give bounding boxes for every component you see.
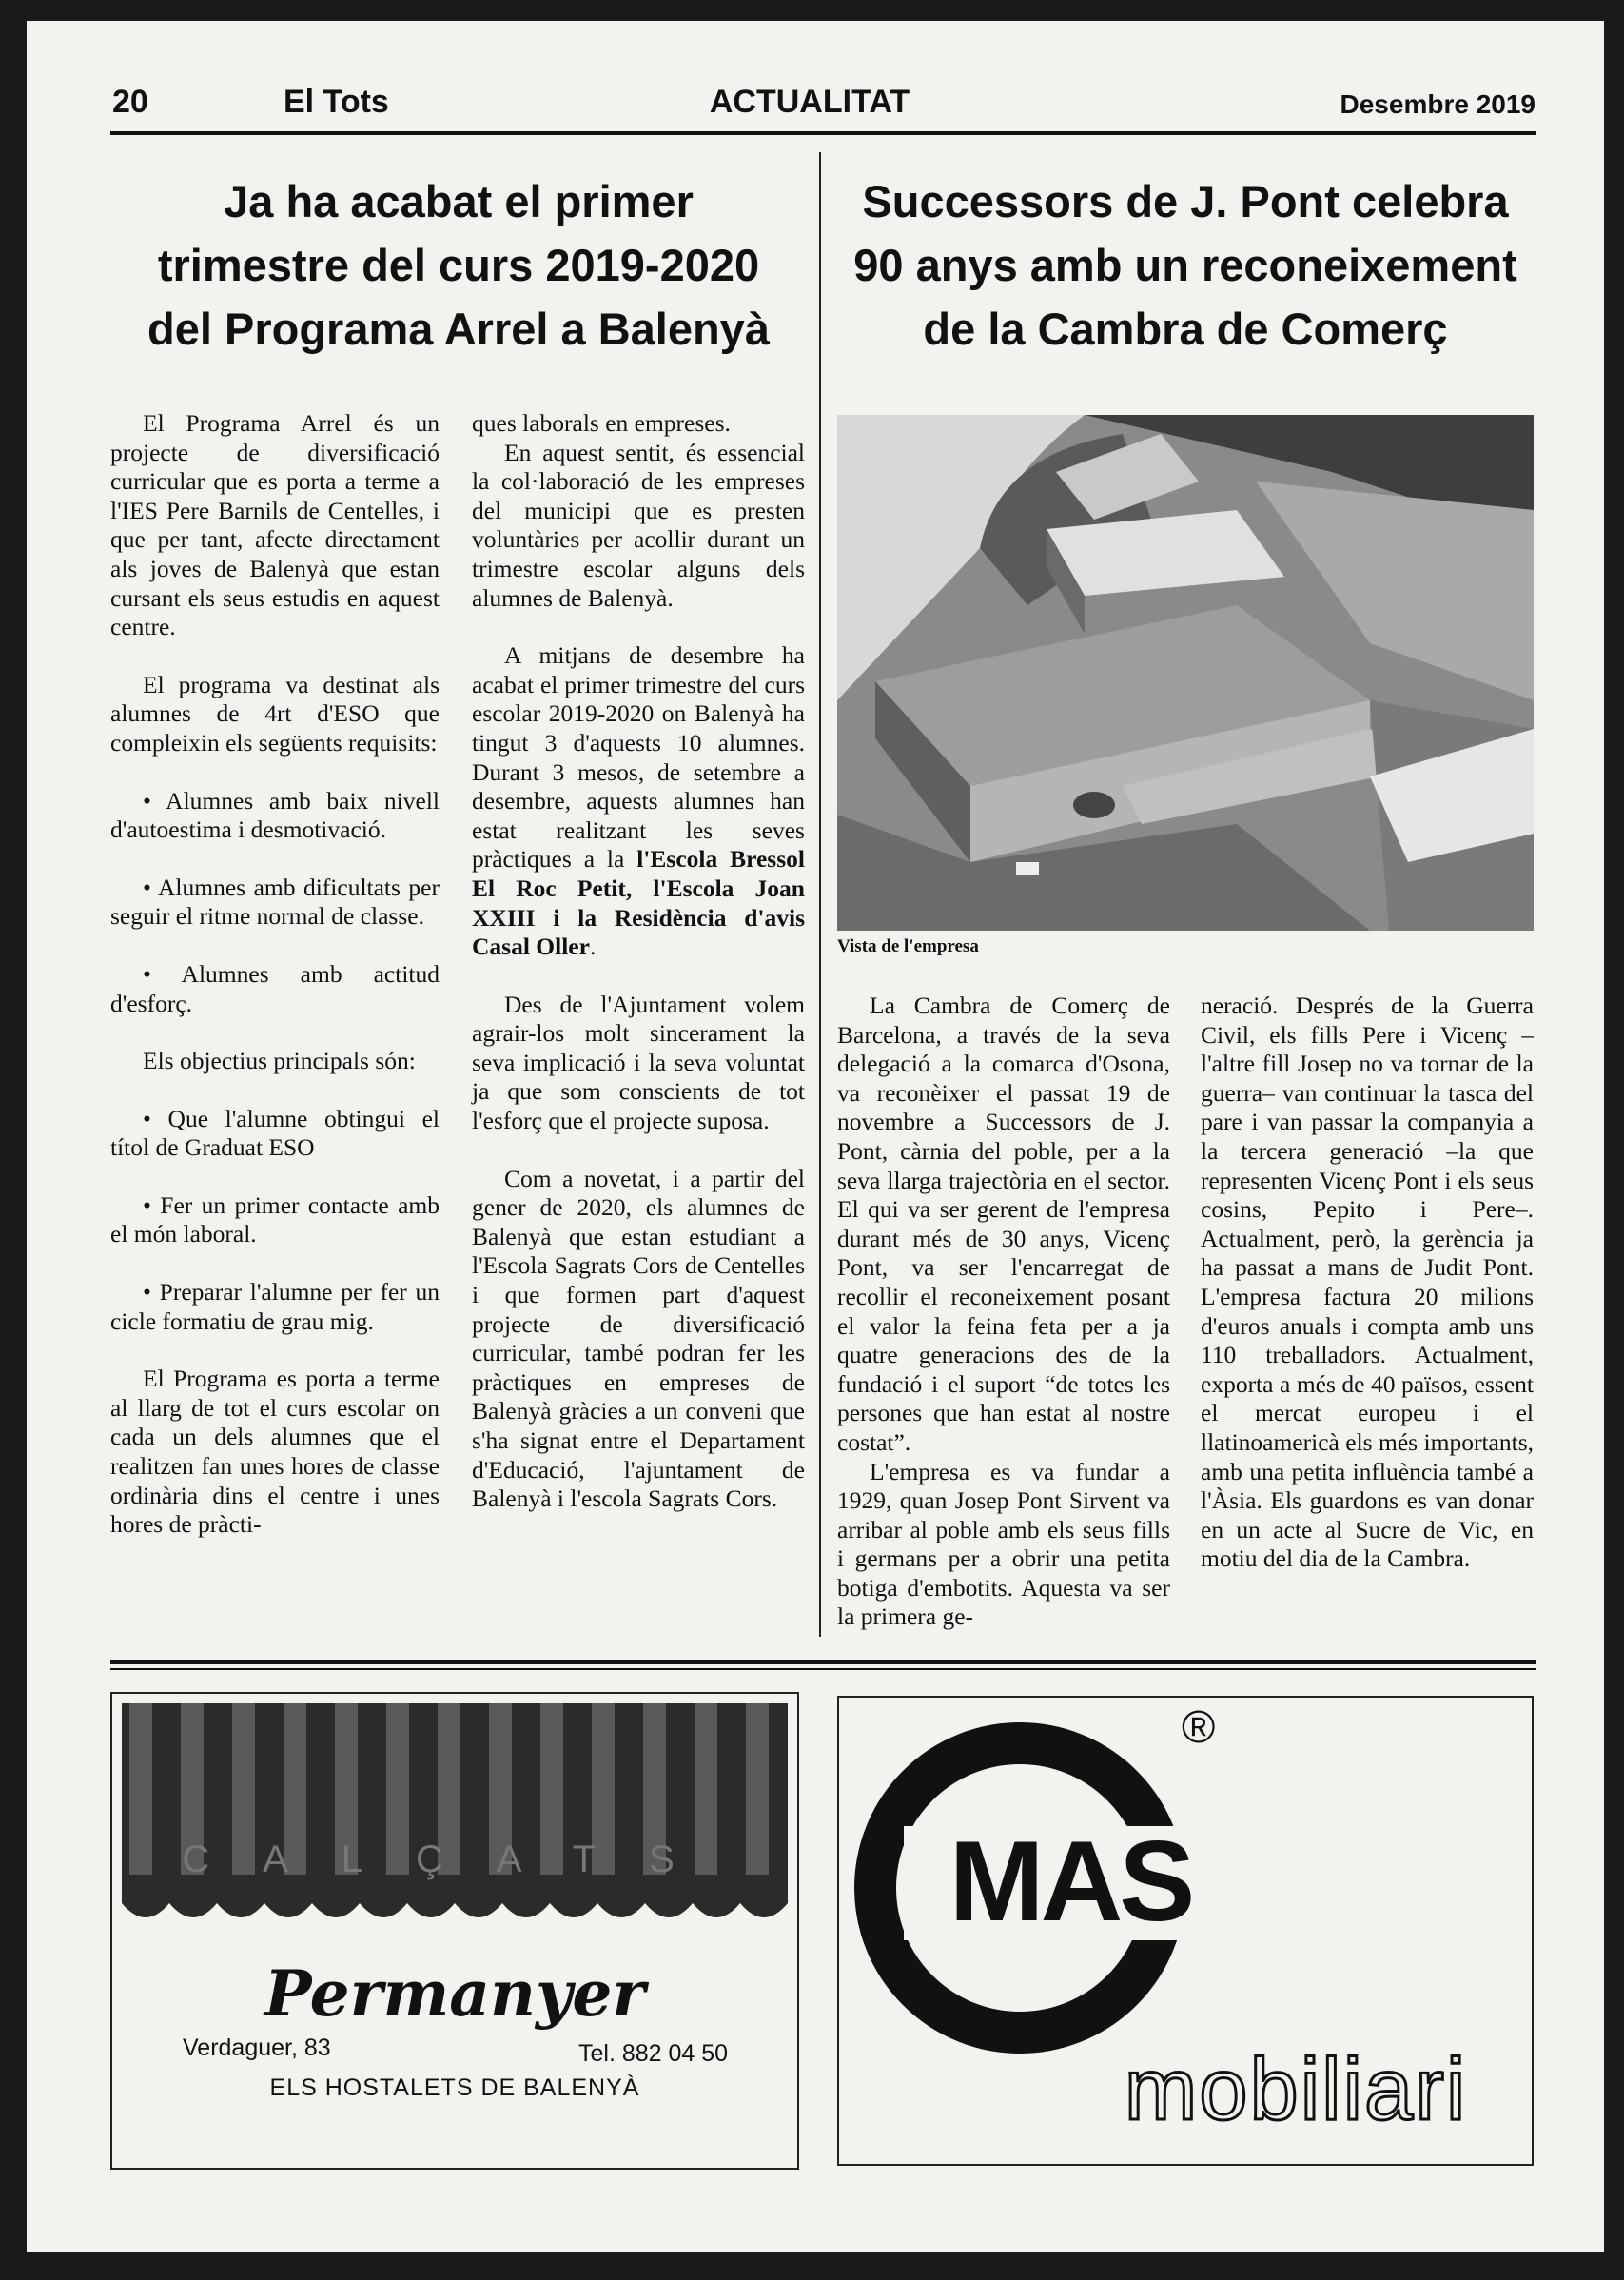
footer-rule bbox=[110, 1660, 1536, 1664]
paragraph: El programa va destinat als alumnes de 4rt d'ESO que compleixin els següents requisits: bbox=[110, 670, 440, 757]
column-divider bbox=[819, 152, 821, 1637]
awning-text: CALÇATS bbox=[182, 1838, 728, 1880]
shop-phone: Tel. 882 04 50 bbox=[578, 2040, 729, 2067]
left-article-col1 bbox=[110, 409, 440, 1540]
paragraph: Des de l'Ajuntament volem agrair-los molt sincerament la seva implicació i la seva voluntat ja que som conscients de tot l'esforç que el projecte suposa. bbox=[472, 990, 805, 1135]
bullet-item: • Alumnes amb actitud d'esforç. bbox=[110, 959, 440, 1017]
issue-date: Desembre 2019 bbox=[1340, 89, 1536, 119]
calcats-permanyer-ad bbox=[110, 1692, 799, 2170]
company-aerial-photo bbox=[837, 415, 1534, 931]
footer-rule-thin bbox=[110, 1668, 1536, 1670]
bullet-item: • Alumnes amb baix nivell d'autoestima i desmotivació. bbox=[110, 786, 440, 844]
bullet-item: • Preparar l'alumne per fer un cicle formatiu de grau mig. bbox=[110, 1278, 440, 1335]
title-line: 90 anys amb un reconeixement bbox=[853, 240, 1517, 290]
bullet-item: • Que l'alumne obtingui el títol de Graduat ESO bbox=[110, 1104, 440, 1162]
right-article-title bbox=[837, 169, 1534, 361]
title-line: Successors de J. Pont celebra bbox=[862, 176, 1509, 226]
publication-name: El Tots bbox=[284, 84, 389, 120]
paragraph: Com a novetat, i a partir del gener de 2020, els alumnes de Balenyà que estan estudiant a l'Escola Sagrats Cors de Centelles i que formen part d'aquest projecte de diversificació curricular, també podran fer les pràctiques en empreses de Balenyà gràcies a un conveni que s'ha signat entre el Departament d'Educació, l'ajuntament de Balenyà i l'escola Sagrats Cors. bbox=[472, 1164, 805, 1513]
paragraph: En aquest sentit, és essencial la col·laboració de les empreses del municipi que es presten voluntàries per acollir durant un trimestre escolar alguns dels alumnes de Balenyà. bbox=[472, 438, 805, 612]
title-line: del Programa Arrel a Balenyà bbox=[147, 304, 770, 354]
title-line: de la Cambra de Comerç bbox=[923, 304, 1448, 354]
title-line: Ja ha acabat el primer bbox=[224, 176, 694, 226]
mas-logo-text: MAS bbox=[949, 1818, 1192, 1945]
awning-icon bbox=[122, 1703, 807, 1932]
paragraph: La Cambra de Comerç de Barcelona, a través de la seva delegació a la comarca d'Osona, va reconèixer el passat 19 de novembre a Successors de J. Pont, càrnia del poble, per a la seva llarga trajectòria en el sector. El qui va ser gerent de l'empresa durant més de 30 anys, Vicenç Pont, va ser l'encarregat de recollir el reconeixement posant el valor la feina feta per a ja quatre generacions des de la fundació i el suport “de totes les persones que han estat al nostre costat”. bbox=[837, 992, 1170, 1456]
bullet-item: • Alumnes amb dificultats per seguir el ritme normal de classe. bbox=[110, 873, 440, 931]
photo-caption: Vista de l'empresa bbox=[837, 936, 979, 956]
highlighted-names: l'Escola Bressol El Roc Petit, l'Escola Joan XXIII i la Residència d'avis Casal Oller bbox=[472, 845, 805, 961]
paragraph-text: . bbox=[589, 933, 597, 961]
right-article-col2 bbox=[1201, 992, 1534, 1574]
shop-town: ELS HOSTALETS DE BALENYÀ bbox=[269, 2074, 640, 2101]
paragraph: L'empresa es va fundar a 1929, quan Josep Pont Sirvent va arribar al poble amb els seus fills i germans per a obrir una petita botiga d'embotits. Aquesta va ser la primera ge- bbox=[837, 1457, 1170, 1631]
paragraph: El Programa Arrel és un projecte de diversificació curricular que es porta a terme a l'IES Pere Barnils de Centelles, i que per tant, afecte directament als joves de Balenyà que estan cursant els seus estudis en aquest centre. bbox=[110, 409, 440, 641]
right-article-col1 bbox=[837, 992, 1170, 1632]
page-number: 20 bbox=[112, 84, 148, 120]
paragraph: ques laborals en empreses. bbox=[472, 409, 731, 437]
aerial-photo-illustration bbox=[837, 415, 1534, 931]
header-rule bbox=[110, 131, 1536, 135]
section-name: ACTUALITAT bbox=[709, 84, 910, 120]
paragraph: El Programa es porta a terme al llarg de tot el curs escolar on cada un dels alumnes que el realitzen fan unes hores de classe ordinària dins el centre i unes hores de pràcti- bbox=[110, 1365, 440, 1539]
registered-mark: ® bbox=[1182, 1702, 1216, 1753]
title-line: trimestre del curs 2019-2020 bbox=[157, 240, 760, 290]
brand-logo: Permanyer bbox=[264, 1956, 646, 2031]
paragraph-text: A mitjans de desembre ha acabat el primer trimestre del curs escolar 2019-2020 on Balenyà ha tingut 3 d'aquests 10 alumnes. Durant 3 mesos, de setembre a desembre, aquests alumnes han estat realitzant les seves pràctiques a la bbox=[472, 641, 805, 874]
mas-tagline: mobiliari bbox=[1124, 2041, 1468, 2138]
paragraph bbox=[472, 641, 805, 962]
paragraph: neració. Després de la Guerra Civil, els fills Pere i Vicenç –l'altre fill Josep no va tornar de la guerra– van continuar la tasca del pare i van passar la companyia a la tercera generació –la que representen Vicenç Pont i els seus cosins, Pepito i Pere–. Actualment, però, la gerència ja ha passat a mans de Judit Pont. L'empresa factura 20 milions d'euros anuals i compta amb uns 110 treballadors. Actualment, exporta a més de 40 països, essent el mercat europeu i el llatinoamericà els més importants, amb una petita influència també a l'Àsia. Els guardons es van donar en un acte al Sucre de Vic, en motiu del dia de la Cambra. bbox=[1201, 992, 1534, 1573]
running-header bbox=[84, 63, 1536, 131]
bullet-item: • Fer un primer contacte amb el món laboral. bbox=[110, 1190, 440, 1248]
mas-mobiliari-ad bbox=[837, 1696, 1534, 2166]
shop-address: Verdaguer, 83 bbox=[183, 2034, 331, 2061]
left-article-col2 bbox=[472, 409, 805, 1514]
left-article-title bbox=[112, 169, 805, 361]
paragraph: Els objectius principals són: bbox=[143, 1047, 416, 1075]
